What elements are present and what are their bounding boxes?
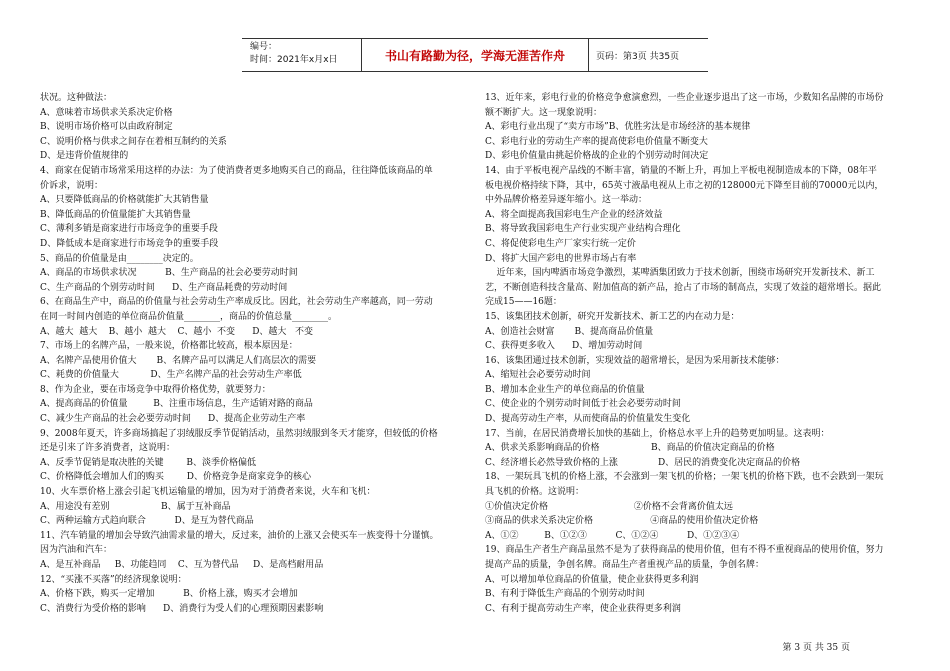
text-line: A、缩短社会必要劳动时间 [485, 370, 591, 381]
text-line: A、越大 越大 B、越小 越大 C、越小 不变 D、越大 不变 [40, 326, 314, 337]
text-line: A、用途没有差别 B、属于互补商品 [40, 501, 231, 512]
text-line: 艺，不断创造科技含量高、附加值高的新产品，抢占了市场的制高点，实现了效益的超常增长。据此 [485, 282, 882, 293]
text-line: C、彩电行业的劳动生产率的提高使彩电价值量不断变大 [485, 136, 708, 147]
text-line: C、两种运输方式趋向联合 D、是互为替代商品 [40, 516, 254, 527]
text-line: 16、该集团通过技术创新，实现效益的超常增长，是因为采用新技术能够： [485, 355, 785, 366]
text-line: A、将全面提高我国彩电生产企业的经济效益 [485, 209, 663, 220]
text-line: C、获得更多收入 D、增加劳动时间 [485, 341, 643, 352]
text-line: A、可以增加单位商品的价值量，使企业获得更多利润 [485, 574, 699, 585]
text-line: 提高产品的质量，争创名牌。商品生产者重视产品的质量，争创名牌： [485, 560, 765, 570]
text-line: A、提高商品的价值量 B、注重市场信息，生产适销对路的商品 [40, 399, 313, 410]
page-header [242, 38, 708, 72]
left-column [40, 91, 470, 616]
text-line: 8、作为企业，要在市场竞争中取得价格优势，就要努力： [40, 384, 271, 395]
text-line: 因为汽油和汽车： [40, 545, 113, 556]
text-line: 7、市场上的名牌产品，一般来说，价格都比较高，根本原因是： [40, 341, 298, 352]
text-line: A、创造社会财富 B、提高商品价值量 [485, 326, 654, 337]
text-line: B、降低商品的价值量能扩大其销售量 [40, 209, 191, 220]
text-line: 状况。这种做法： [40, 93, 113, 103]
text-line: B、将导致我国彩电生产行业实现产业结构合理化 [485, 224, 681, 235]
text-line: 还是引来了许多消费者，这说明： [40, 443, 176, 454]
text-line: 6、在商品生产中，商品的价值量与社会劳动生产率成反比。因此，社会劳动生产率越高，同一劳动 [40, 297, 433, 308]
text-line: 17、当前，在居民消费增长加快的基础上，价格总水平上升的趋势更加明显。这表明： [485, 428, 830, 439]
text-line: 10、火车票价格上涨会引起飞机运输量的增加，因为对于消费者来说，火车和飞机： [40, 487, 376, 498]
text-line: A、只要降低商品的价格就能扩大其销售量 [40, 195, 209, 206]
text-line: B、有利于降低生产商品的个别劳动时间 [485, 589, 645, 600]
text-line: C、将促使彩电生产厂家实行统一定价 [485, 238, 636, 249]
header-time-label: 时间：2021年x月x日 [250, 55, 338, 65]
text-line: C、有利于提高劳动生产率，使企业获得更多利润 [485, 603, 681, 614]
text-line: C、减少生产商品的社会必要劳动时间 D、提高企业劳动生产率 [40, 414, 306, 425]
text-line: ③商品的供求关系决定价格 ④商品的使用价值决定价格 [485, 516, 759, 527]
text-line: A、名牌产品使用价值大 B、名牌产品可以满足人们高层次的需要 [40, 355, 317, 366]
text-line: C、价格降低会增加人们的购买 D、价格竞争是商家竞争的核心 [40, 472, 311, 483]
text-line: A、彩电行业出现了“卖方市场”B、优胜劣汰是市场经济的基本规律 [485, 122, 751, 133]
text-line: 中外品牌价格差异逐年缩小。这一举动： [485, 195, 648, 206]
text-line: A、反季节促销是取决胜的关键 B、淡季价格偏低 [40, 457, 257, 468]
header-page-label: 页码：第3页 共35页 [596, 52, 680, 62]
text-line: C、耗费的价值量大 D、生产名牌产品的社会劳动生产率低 [40, 370, 302, 381]
right-column [485, 91, 917, 616]
text-line: C、经济增长必然导致价格的上涨 D、居民的消费变化决定商品的价格 [485, 457, 801, 468]
text-line: 板电视价格持续下降，其中，65英寸液晶电视从上市之初的128000元下降至目前的70000元以内， [485, 180, 884, 191]
page-footer: 第 3 页 共 35 页 [782, 643, 850, 653]
text-line: C、使企业的个别劳动时间低于社会必要劳动时间 [485, 399, 681, 410]
text-line: 12、“买涨不买落”的经济现象说明： [40, 574, 187, 585]
text-line: A、价格下跌，购买一定增加 B、价格上涨，购买才会增加 [40, 589, 298, 600]
text-line: C、说明价格与供求之间存在着相互制约的关系 [40, 136, 227, 147]
text-line: D、彩电价值量由挑起价格战的企业的个别劳动时间决定 [485, 151, 709, 162]
text-line: A、供求关系影响商品的价格 B、商品的价值决定商品的价格 [485, 443, 775, 454]
text-line: 18、一架玩具飞机的价格上涨，不会涨到一架飞机的价格；一架飞机的价格下跌，也不会跌到一架玩 [485, 472, 884, 483]
text-line: D、将扩大国产彩电的世界市场占有率 [485, 253, 637, 264]
header-number-label: 编号： [250, 42, 278, 52]
text-line: 19、商品生产者生产商品虽然不是为了获得商品的使用价值，但有不得不重视商品的使用价值，努力 [485, 545, 884, 556]
text-line: D、是违背价值规律的 [40, 151, 129, 162]
text-line: A、是互补商品 B、功能趋同 C、互为替代品 D、是高档耐用品 [40, 560, 324, 570]
text-line: 13、近年来，彩电行业的价格竞争愈演愈烈，一些企业逐步退出了这一市场，少数知名品牌的市场份 [485, 93, 884, 103]
text-line: D、提高劳动生产率，从而使商品的价值量发生变化 [485, 414, 691, 425]
text-line: C、生产商品的个别劳动时间 D、生产商品耗费的劳动时间 [40, 282, 288, 293]
text-line: 15、该集团技术创新，研究开发新技术、新工艺的内在动力是： [485, 311, 740, 322]
text-line: B、增加本企业生产的单位商品的价值量 [485, 384, 645, 395]
text-line: 11、汽车销量的增加会导致汽油需求量的增大，反过来，油价的上涨又会使买车一族变得十分谨慎。 [40, 530, 439, 541]
text-line: 5、商品的价值量是由________决定的。 [40, 253, 199, 264]
text-line: C、薄利多销是商家进行市场竞争的重要手段 [40, 224, 218, 235]
text-line: B、说明市场价格可以由政府制定 [40, 122, 173, 133]
header-motto-box [361, 39, 589, 71]
text-line: 14、由于平板电视产品线的不断丰富，销量的不断上升，再加上平板电视制造成本的下降，08年平 [485, 165, 877, 176]
text-line: C、消费行为受价格的影响 D、消费行为受人们的心理预期因素影响 [40, 603, 324, 614]
header-motto: 书山有路勤为径，学海无涯苦作舟 [384, 49, 565, 63]
header-meta [250, 41, 338, 67]
text-line: A、商品的市场供求状况 B、生产商品的社会必要劳动时间 [40, 268, 298, 279]
text-line: 在同一时间内创造的单位商品价值量________，商品的价值总量________。 [40, 311, 338, 322]
text-line: 9、2008年夏天，许多商场搞起了羽绒服反季节促销活动，虽然羽绒服到冬天才能穿，但较低的价格 [40, 428, 438, 439]
text-line: 额不断扩大。这一现象说明： [485, 107, 603, 118]
text-line: A、意味着市场供求关系决定价格 [40, 107, 173, 118]
text-line: 完成15——16题： [485, 297, 562, 308]
text-line: 4、商家在促销市场常采用这样的办法：为了使消费者更多地购买自己的商品，往往降低该商品的单 [40, 165, 433, 176]
text-line: 价诉求，说明： [40, 180, 104, 191]
text-line: 近年来，国内啤酒市场竞争激烈，某啤酒集团致力于技术创新，围绕市场研究开发新技术、新工 [485, 268, 875, 279]
text-line: 具飞机的价格。这说明： [485, 487, 585, 498]
text-line: D、降低成本是商家进行市场竞争的重要手段 [40, 238, 219, 249]
text-line: A、①② B、①②③ C、①②④ D、①②③④ [485, 530, 740, 541]
text-line: ①价值决定价格 ②价格不会背离价值太远 [485, 501, 733, 512]
